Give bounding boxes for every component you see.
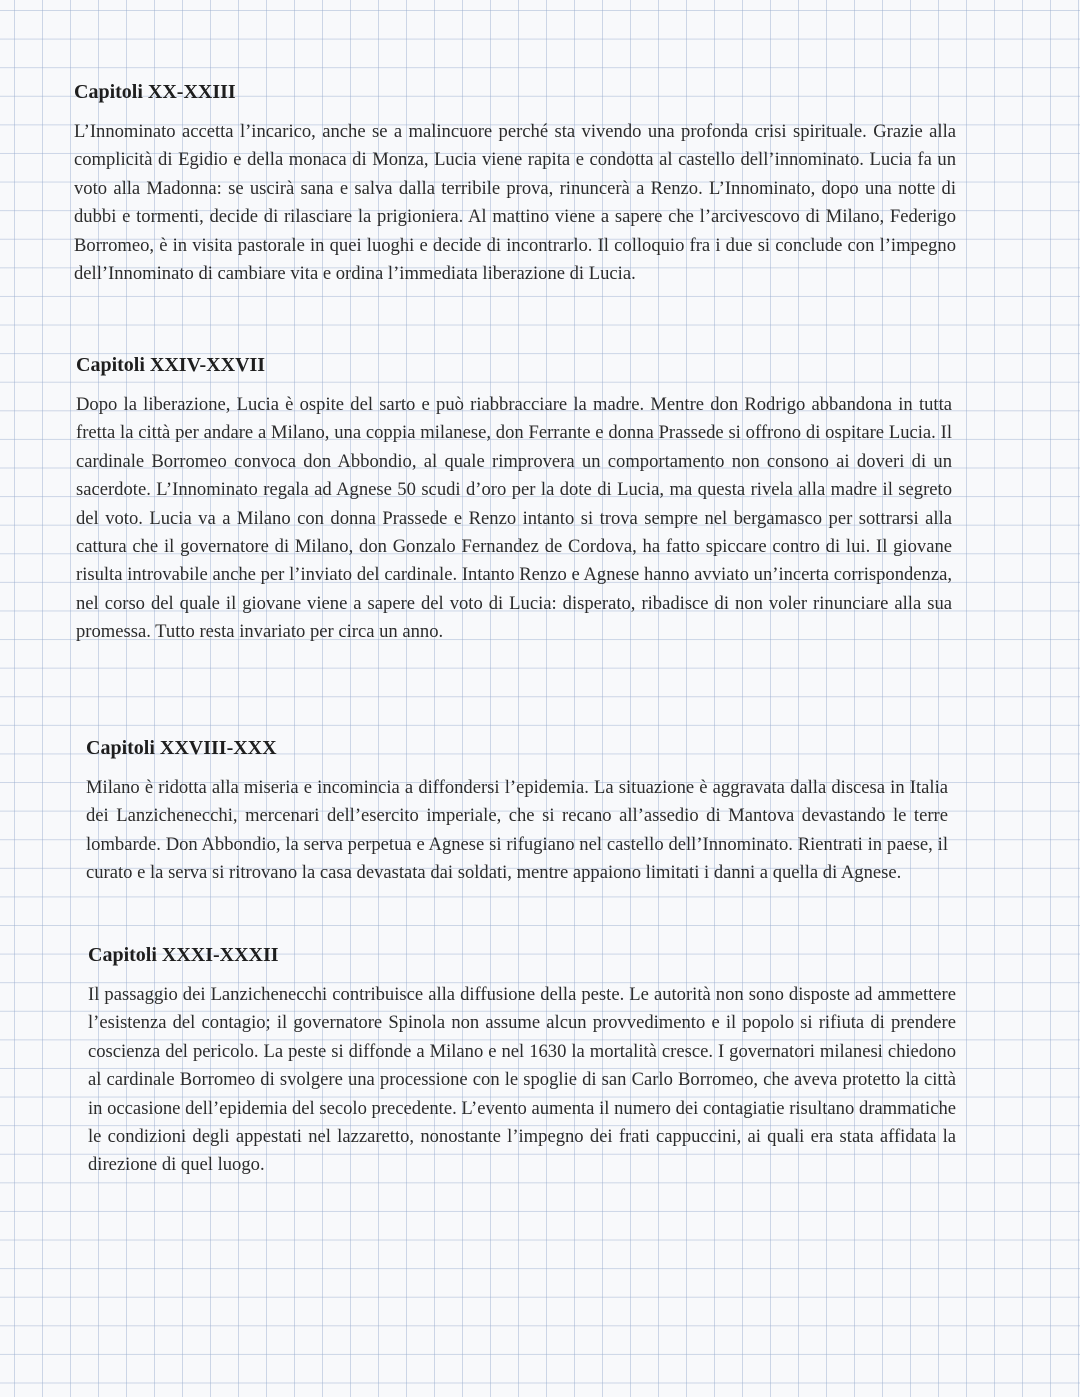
section-paragraph: Dopo la liberazione, Lucia è ospite del sarto e può riabbracciare la madre. Mentre don Rodrigo abbandona in tutta fretta la città per andare a Milano, una coppia milanese, don Ferrante e donna Prassede si offrono di ospitare Lucia. Il cardinale Borromeo convoca don Abbondio, al quale rimprovera un comportamento non consono ai doveri di un sacerdote. L’Innominato regala ad Agnese 50 scudi d’oro per la dote di Lucia, ma questa rivela alla madre il segreto del voto. Lucia va a Milano con donna Prassede e Renzo intanto si trova sempre nel bergamasco per sottrarsi alla cattura che il governatore di Milano, don Gonzalo Fernandez de Cordova, ha fatto spiccare contro di lui. Il giovane risulta introvabile anche per l’inviato del cardinale. Intanto Renzo e Agnese hanno avviato un’incerta corrispondenza, nel corso del quale il giovane viene a sapere del voto di Lucia: disperato, ribadisce di non voler rinunciare alla sua promessa. Tutto resta invariato per circa un anno. [76, 394, 952, 643]
section-heading: Capitoli XXIV-XXVII [76, 354, 266, 376]
section-capitoli-xxiv-xxvii [76, 353, 952, 647]
section-capitoli-xxviii-xxx [86, 736, 948, 888]
section-capitoli-xxxi-xxxii [88, 943, 956, 1180]
section-paragraph: Milano è ridotta alla miseria e incomincia a diffondersi l’epidemia. La situazione è aggravata dalla discesa in Italia dei Lanzichenecchi, mercenari dell’esercito imperiale, che si recano all’assedio di Mantova devastando le terre lombarde. Don Abbondio, la serva perpetua e Agnese si rifugiano nel castello dell’Innominato. Rientrati in paese, il curato e la serva si ritrovano la casa devastata dai soldati, mentre appaiono limitati i danni a quella di Agnese. [86, 777, 948, 884]
section-heading: Capitoli XXXI-XXXII [88, 944, 279, 966]
section-capitoli-xx-xxiii [74, 80, 956, 288]
section-heading: Capitoli XX-XXIII [74, 81, 236, 103]
section-paragraph: Il passaggio dei Lanzichenecchi contribuisce alla diffusione della peste. Le autorità non sono disposte ad ammettere l’esistenza del contagio; il governatore Spinola non assume alcun provvedimento e il popolo si rifiuta di prendere coscienza del pericolo. La peste si diffonde a Milano e nel 1630 la mortalità cresce. I governatori milanesi chiedono al cardinale Borromeo di svolgere una processione con le spoglie di san Carlo Borromeo, che aveva protetto la città in occasione dell’epidemia del secolo precedente. L’evento aumenta il numero dei contagiatie risultano drammatiche le condizioni degli appestati nel lazzaretto, nonostante l’impegno dei frati cappuccini, ai quali era stata affidata la direzione di quel luogo. [88, 984, 956, 1176]
section-heading: Capitoli XXVIII-XXX [86, 737, 277, 759]
section-paragraph: L’Innominato accetta l’incarico, anche se a malincuore perché sta vivendo una profonda crisi spirituale. Grazie alla complicità di Egidio e della monaca di Monza, Lucia viene rapita e condotta al castello dell’innominato. Lucia fa un voto alla Madonna: se uscirà sana e salva dalla terribile prova, rinuncerà a Renzo. L’Innominato, dopo una notte di dubbi e tormenti, decide di rilasciare la prigioniera. Al mattino viene a sapere che l’arcivescovo di Milano, Federigo Borromeo, è in visita pastorale in quei luoghi e decide di incontrarlo. Il colloquio fra i due si conclude con l’impegno dell’Innominato di cambiare vita e ordina l’immediata liberazione di Lucia. [74, 121, 956, 285]
